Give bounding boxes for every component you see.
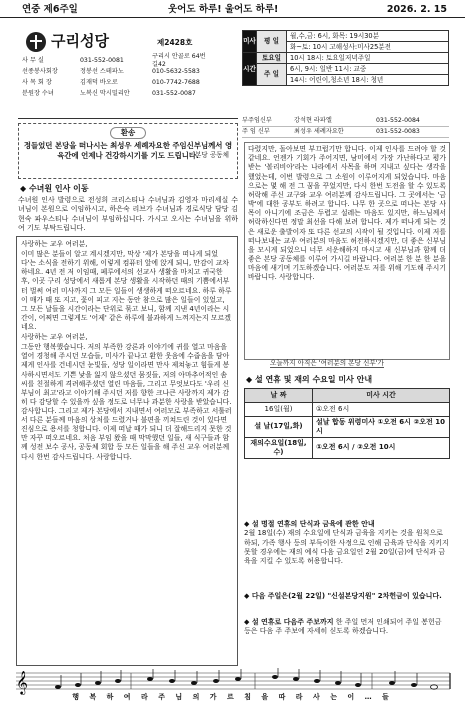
fasting-notice-text: 2월 18일(수) 재의 수요일에 단식과 금육을 지키는 것을 원칙으로 하되, 가족 행사 등의 부득이한 사정으로 인해 금육과 단식을 지키지 못할 경우에는 재의 예식 다음 금요일인 2월 20일(금)에 단식과 금육을 지킬 수 있도록 허용합니다.: [244, 529, 449, 566]
ash-mass-title: ◆ 설 연휴 및 재의 수요일 미사 안내: [246, 375, 373, 384]
parish-contact-info: [22, 52, 262, 99]
collection-notice: [244, 592, 450, 601]
farewell-box-title: 환송: [110, 127, 147, 139]
contact-row: 사 목 회 장 김재덕 바오로 010-7742-7688: [22, 78, 200, 86]
collection-notice-title: ◆ 다음 주일은(2월 22일) "신설본당지원" 2차헌금이 있습니다.: [244, 592, 442, 600]
farewell-box-from: - 본당 공동체: [190, 150, 229, 159]
pastor-letter-continued: 다렸지만, 돌아보면 부끄럽기만 합니다. 이제 인사를 드려야 할 것 같네요. 언젠가 기회가 주어지면, 남미에서 가장 가난하다고 평가받는 '볼리비아'라는 나라에서 사목을 하며 지내고 싶다는 생각을 했었는데, 이번 발령으로 그 소원이 이루어지게 되었습니다. 마음으로는 몇 해 전 그 꿈을 꾸었지만, 다시 한번 도전을 할 수 있도록 허락해 주신 교구와 교우 여러분께 감사드립니다. 그 곳에서는 '금박'에 대한 공부도 하려고 합니다. 나무 한 곳으로 떠나는 본당 사목이 아니기에 조금은 두렵고 설레는 마음도 있지만, 하느님께서 허락하신다면 정말 최선을 다해 보려 합니다. 제가 떠나게 되는 것은 새로운 출발이자 또 다른 선교의 시작이 될 것입니다. 이제 저를 떠나보내는 교우 여러분의 마음도 허전하시겠지만, 더 좋은 신부님을 모시게 되었으니 너무 서운해하지 마시고 새 신부님과 함께 더 좋은 본당 공동체를 이루어 가시길 바랍니다. 여러분 한 분 한 분을 마음에 새기며 기도하겠습니다. 여러분도 저를 위해 기도해 주시기 바랍니다. 사랑합니다.: [244, 142, 450, 360]
contact-row: 분원장 수녀 노복신 막시밀리안 031-552-0087: [22, 89, 196, 97]
bulletin-notice-text: 한 주일 먼저 인쇄되어 주일 봉헌금 등은 다음 주 주보에 자세히 싣도록 하겠습니다.: [244, 618, 442, 636]
top-header-bar: [0, 0, 465, 18]
bulletin-notice-title: ◆ 설 연휴로 다음주 주보까지: [244, 618, 334, 626]
sisters-transfer-title: ◆ 수녀원 인사 이동: [20, 184, 89, 193]
clergy-contacts: 부주임신부 강석현 라파엘 031-552-0084 주 임 신부 최성우 세례자요한 031-552-0083: [242, 116, 449, 138]
section-divider: [18, 118, 238, 119]
liturgical-week: 연중 제6주일: [22, 4, 78, 15]
parish-name: 구리성당: [51, 32, 109, 51]
mass-schedule-table: 미사 평 일 월,수,금: 6시, 화목: 19시30분 화~토: 10시 고해성사:미사25분전 시간 토요일 10시 18시: 토요일저녁주일 주 일 6시, 9시: 일반 11시: 교중 14시: 어린이,청소년 18시: 청년: [242, 30, 449, 86]
motto: 웃어도 하루! 울어도 하루!: [168, 4, 279, 15]
fasting-notice: [244, 520, 450, 566]
issue-date: 2026. 2. 15: [386, 4, 447, 15]
issue-number: 제2428호: [157, 38, 193, 47]
table-row: 재의수요일(18일,수) ①오전 6시 / ②오전 10시: [245, 437, 450, 458]
fasting-notice-title: ◆ 설 명절 연휴의 단식과 금육에 관한 안내: [244, 520, 375, 528]
contact-row: 선종봉사회장 정봉선 스테파노 010-5632-5583: [22, 67, 200, 75]
bulletin-notice: [244, 618, 450, 637]
holiday-mass-table: 날 짜 미사 시간 16일(월) ①오전 6시 설 날(17일,화) 설날 합동 위령미사 ①오전 6시 ②오전 10시 재의수요일(18일,수) ①오전 6시 / ②오전 10시: [244, 388, 450, 459]
letter-signature: 오늘까지 아직은 '여러분의 본당 신부'가: [270, 359, 384, 367]
farewell-box: [18, 123, 238, 179]
parish-logo: [26, 32, 109, 52]
letter-paragraph: 그동안 행복했습니다. 저의 부족한 강론과 이야기에 귀를 열고 마음을 열어 경청해 주시던 모습들, 미사가 끝나고 환한 웃음에 수줍음을 담아 제게 인사를 건네시던 눈빛들, 성당 일이라면 만사 제쳐놓고 힘들게 봉사하시면서도 기쁜 낯을 잃지 않으셨던 뭄짓들, 저의 아마추어적인 솜씨를 친절하게 격려해주셨던 열린 마음들, 그리고 무엇보다도 '우리 신부님이 최고'라고 이야기해 주시던 저를 향한 크나큰 사랑까지 제가 감히 다 감당할 수 있을까 싶을 정도로 너무나 과분한 사랑을 받았습니다. 감사합니다. 그리고 제가 본당에서 지내면서 여러모로 부족하고 서툴러서 다른 분들께 마음의 상처를 드렸거나 불편을 끼쳐드린 것이 있다면 진심으로 용서를 청합니다. 이제 떠날 때가 되니 더 잘해드리지 못한 것만 자꾸 떠오르네요. 처음 부임 왔을 때 막막했던 일들, 새 식구들과 함께 성전 보수 공사, 공동체 회합 등 모든 일들을 해 주신 교우 여러분께 다시 한번 감사드립니다. 사랑합니다.: [21, 343, 232, 461]
letter-paragraph: 이미 많은 분들이 알고 계시겠지만, 막상 '제가 본당을 떠나게 되었다'는 소식을 전하기 위해, 이렇게 컴퓨터 앞에 앉게 되니, 만감이 교차하네요. 4년 전 저 이임때, 페루에서의 선교사 생활을 마치고 귀국한 후, 이곳 구리 성당에서 새롭게 본당 생활을 시작하던 때의 기쁨에서부터 벌써 여러 미사까지 그 모든 일들이 생생하게 떠오르네요. 하루 하루 이 매가 때 또 지고, 꽃이 피고 지는 동안 참으로 많은 일들이 있었고, 그 모든 날들을 시간이라는 단위로 묶고 보니, 함께 지낸 4년이라는 시간이, 어쩌면 그렇게도 '어제' 같은 하루에 불과하게 느껴지는지 모르겠네요.: [21, 250, 232, 331]
sisters-transfer-text: 수녀원 인사 발령으로 전성희 크리스티나 수녀님과 김영자 마리세실 수녀님이 본원으로 이임하시고, 하은숙 리브가 수녀님과 경로식당 담당 김현숙 파우스티나 수녀님이 부임하십니다. 가시고 오시는 수녀님을 위하여 기도 부탁드립니다.: [18, 196, 238, 232]
treble-clef-icon: 𝄞: [16, 670, 28, 694]
mass-side-label-time: 시간: [243, 53, 257, 86]
mass-side-label: 미사: [243, 31, 257, 53]
pastor-letter: [16, 236, 238, 666]
table-row: 설 날(17일,화) 설날 합동 위령미사 ①오전 6시 ②오전 10시: [245, 417, 450, 438]
farewell-box-text: 정들었던 본당을 떠나시는 최성우 세례자요한 주임신부님께서 영육간에 언제나 건강하시기를 기도 드립니다.: [23, 140, 233, 160]
letter-greeting: 사랑하는 교우 여러분,: [21, 240, 88, 248]
contact-row: 사 무 실 031-552-0081 구리시 안골로 64번길42: [22, 52, 206, 68]
letter-greeting: 사랑하는 교우 여러분,: [21, 333, 88, 342]
hymn-lyrics: 행 복 하 여 라 주 님 의 가 르 침 을 따 라 사 는 이 … 들: [72, 693, 393, 701]
table-row: 16일(월) ①오전 6시: [245, 403, 450, 417]
cross-emblem-icon: [26, 32, 46, 52]
